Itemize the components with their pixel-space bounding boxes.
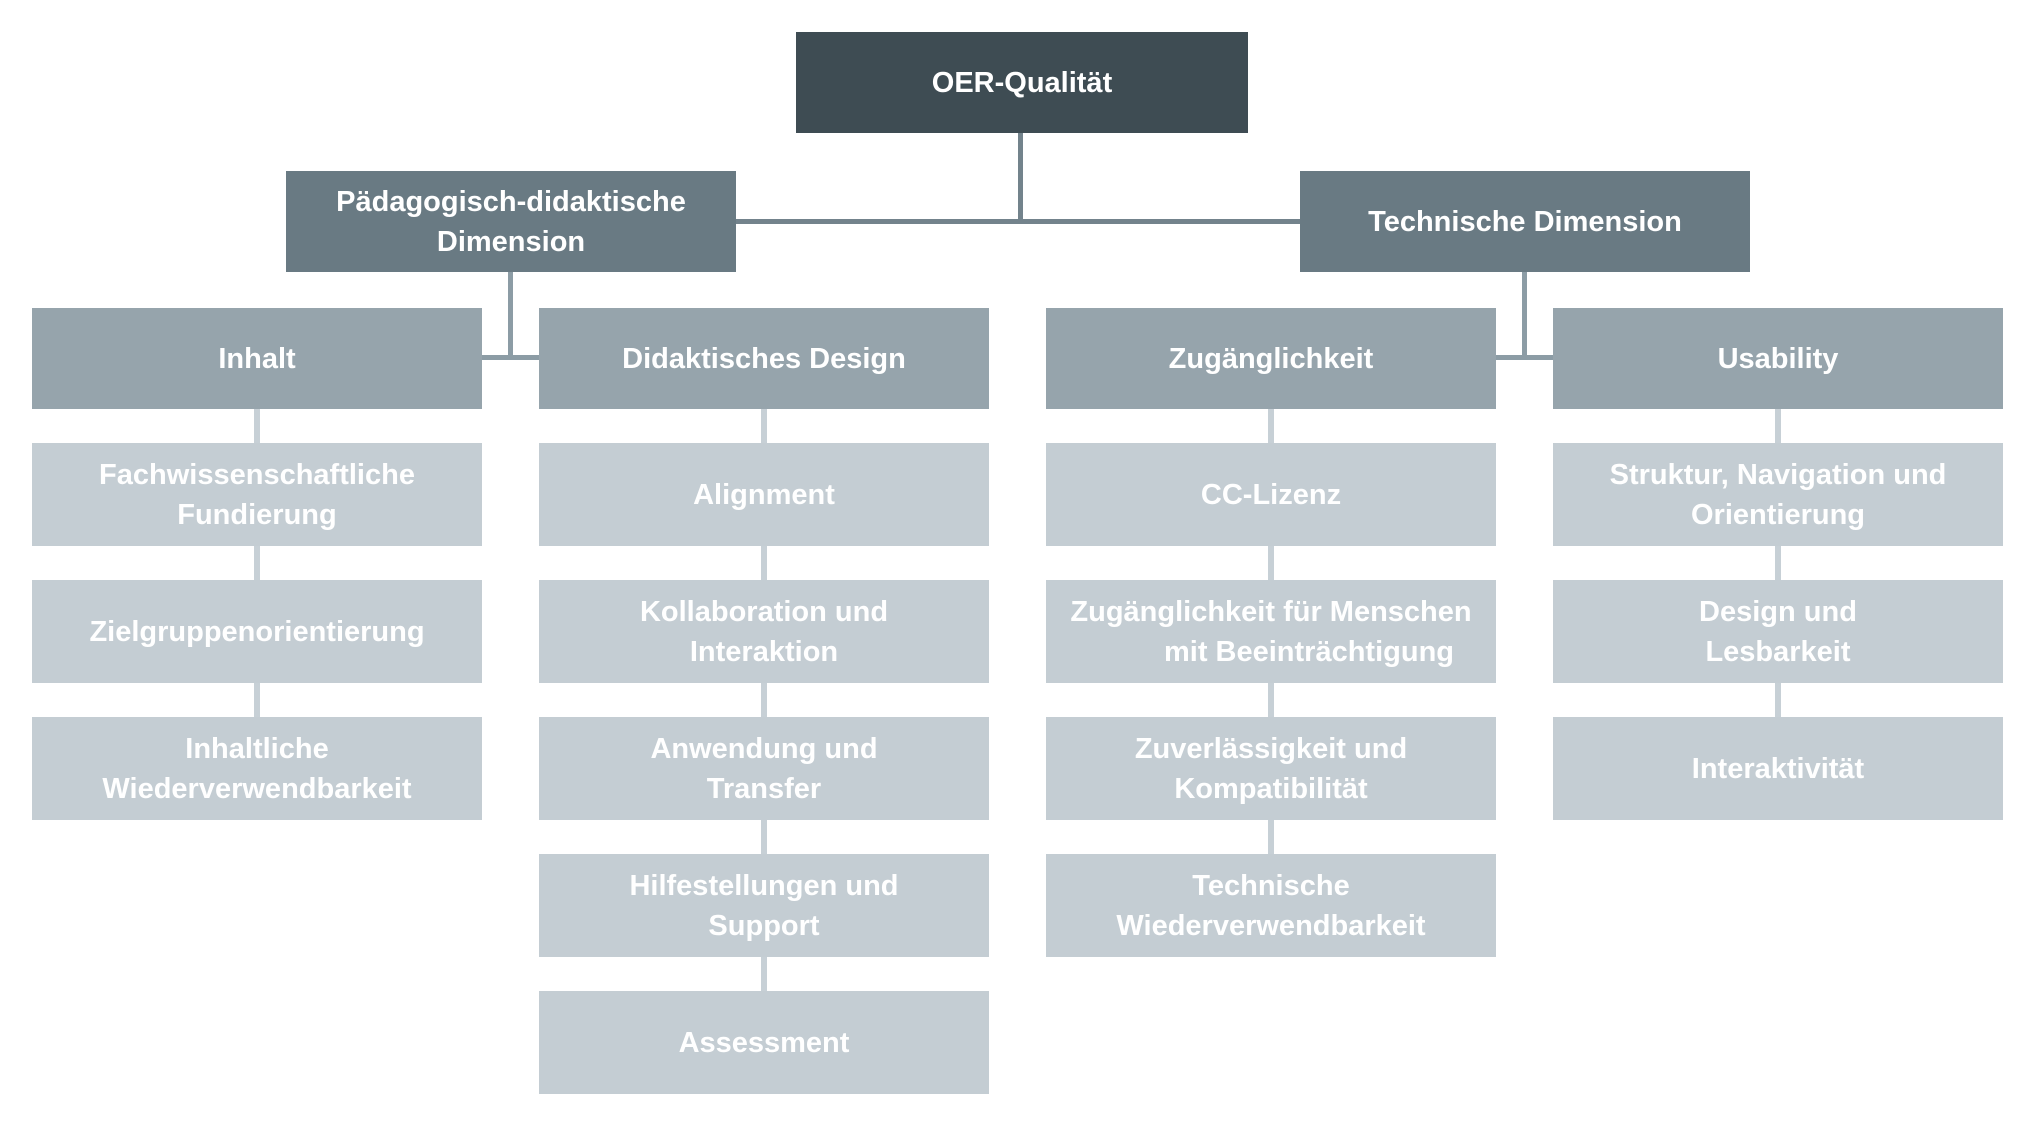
connector-col3-1	[1268, 546, 1274, 580]
label-line: Lesbarkeit	[1705, 635, 1851, 668]
label-line: Transfer	[706, 772, 822, 805]
label-line: Kollaboration und	[639, 595, 889, 628]
node-zugaenglichkeit-menschen-beeintraechtigung	[1046, 580, 1496, 683]
label-line: Kompatibilität	[1174, 772, 1368, 805]
connector-paedagogisch-bar	[482, 355, 539, 360]
label-line: OER-Qualität	[931, 66, 1113, 99]
node-technische-dimension	[1300, 171, 1750, 272]
node-technische-wiederverwendbarkeit	[1046, 854, 1496, 957]
label-line: Didaktisches Design	[622, 342, 906, 375]
node-zugaenglichkeit	[1046, 308, 1496, 409]
node-cc-lizenz	[1046, 443, 1496, 546]
node-didaktisches-design	[539, 308, 989, 409]
node-kollaboration-interaktion	[539, 580, 989, 683]
connector-col2-0	[761, 409, 767, 443]
node-zielgruppenorientierung	[32, 580, 482, 683]
connector-root-stem	[1018, 133, 1023, 219]
node-assessment	[539, 991, 989, 1094]
node-design-lesbarkeit	[1553, 580, 2003, 683]
label-line: Fundierung	[177, 498, 337, 531]
connector-col1-0	[254, 409, 260, 443]
node-struktur-navigation-orientierung	[1553, 443, 2003, 546]
label-line: Inhalt	[218, 342, 296, 375]
label-line: mit Beeinträchtigung	[1163, 635, 1454, 668]
connector-col2-3	[761, 820, 767, 854]
connector-paedagogisch-stem	[508, 272, 513, 360]
label-line: Interaktivität	[1691, 752, 1865, 785]
node-oer-qualitaet	[796, 32, 1248, 133]
node-interaktivitaet	[1553, 717, 2003, 820]
node-paedagogisch-didaktische-dimension	[286, 171, 736, 272]
label-line: Zielgruppenorientierung	[89, 615, 425, 648]
label-line: Zugänglichkeit für Menschen	[1070, 595, 1472, 628]
label-line: Anwendung und	[650, 732, 878, 765]
connector-col2-2	[761, 683, 767, 717]
connector-col4-0	[1775, 409, 1781, 443]
label-line: Fachwissenschaftliche	[99, 458, 415, 491]
label-line: Inhaltliche	[185, 732, 329, 765]
node-usability	[1553, 308, 2003, 409]
connector-col2-1	[761, 546, 767, 580]
connector-col3-3	[1268, 820, 1274, 854]
node-fachwissenschaftliche-fundierung	[32, 443, 482, 546]
label-line: Technische Dimension	[1368, 205, 1682, 238]
connector-technisch-bar	[1496, 355, 1553, 360]
connector-col4-2	[1775, 683, 1781, 717]
label-line: Zuverlässigkeit und	[1134, 732, 1408, 765]
connector-col3-2	[1268, 683, 1274, 717]
label-line: Technische	[1192, 869, 1350, 902]
label-line: Assessment	[678, 1026, 850, 1059]
label-line: Support	[708, 909, 820, 942]
label-line: Design und	[1699, 595, 1857, 628]
label-line: Alignment	[693, 478, 835, 511]
label-line: Pädagogisch-didaktische	[336, 185, 686, 218]
connector-col1-2	[254, 683, 260, 717]
node-inhaltliche-wiederverwendbarkeit	[32, 717, 482, 820]
label-line: Wiederverwendbarkeit	[102, 772, 412, 805]
label-line: Interaktion	[689, 635, 839, 668]
label-line: Dimension	[436, 225, 586, 258]
label-line: CC-Lizenz	[1200, 478, 1342, 511]
connector-technisch-stem	[1522, 272, 1527, 360]
connector-col3-0	[1268, 409, 1274, 443]
connector-col2-4	[761, 957, 767, 991]
label-line: Zugänglichkeit	[1168, 342, 1374, 375]
node-zuverlaessigkeit-kompatibilitaet	[1046, 717, 1496, 820]
connector-col1-1	[254, 546, 260, 580]
label-line: Hilfestellungen und	[629, 869, 899, 902]
label-line: Usability	[1717, 342, 1839, 375]
connector-col4-1	[1775, 546, 1781, 580]
label-line: Orientierung	[1690, 498, 1865, 531]
node-alignment	[539, 443, 989, 546]
node-hilfestellungen-support	[539, 854, 989, 957]
node-anwendung-transfer	[539, 717, 989, 820]
connector-dimensions-bar	[736, 219, 1300, 224]
node-inhalt	[32, 308, 482, 409]
label-line: Wiederverwendbarkeit	[1116, 909, 1426, 942]
label-line: Struktur, Navigation und	[1609, 458, 1947, 491]
